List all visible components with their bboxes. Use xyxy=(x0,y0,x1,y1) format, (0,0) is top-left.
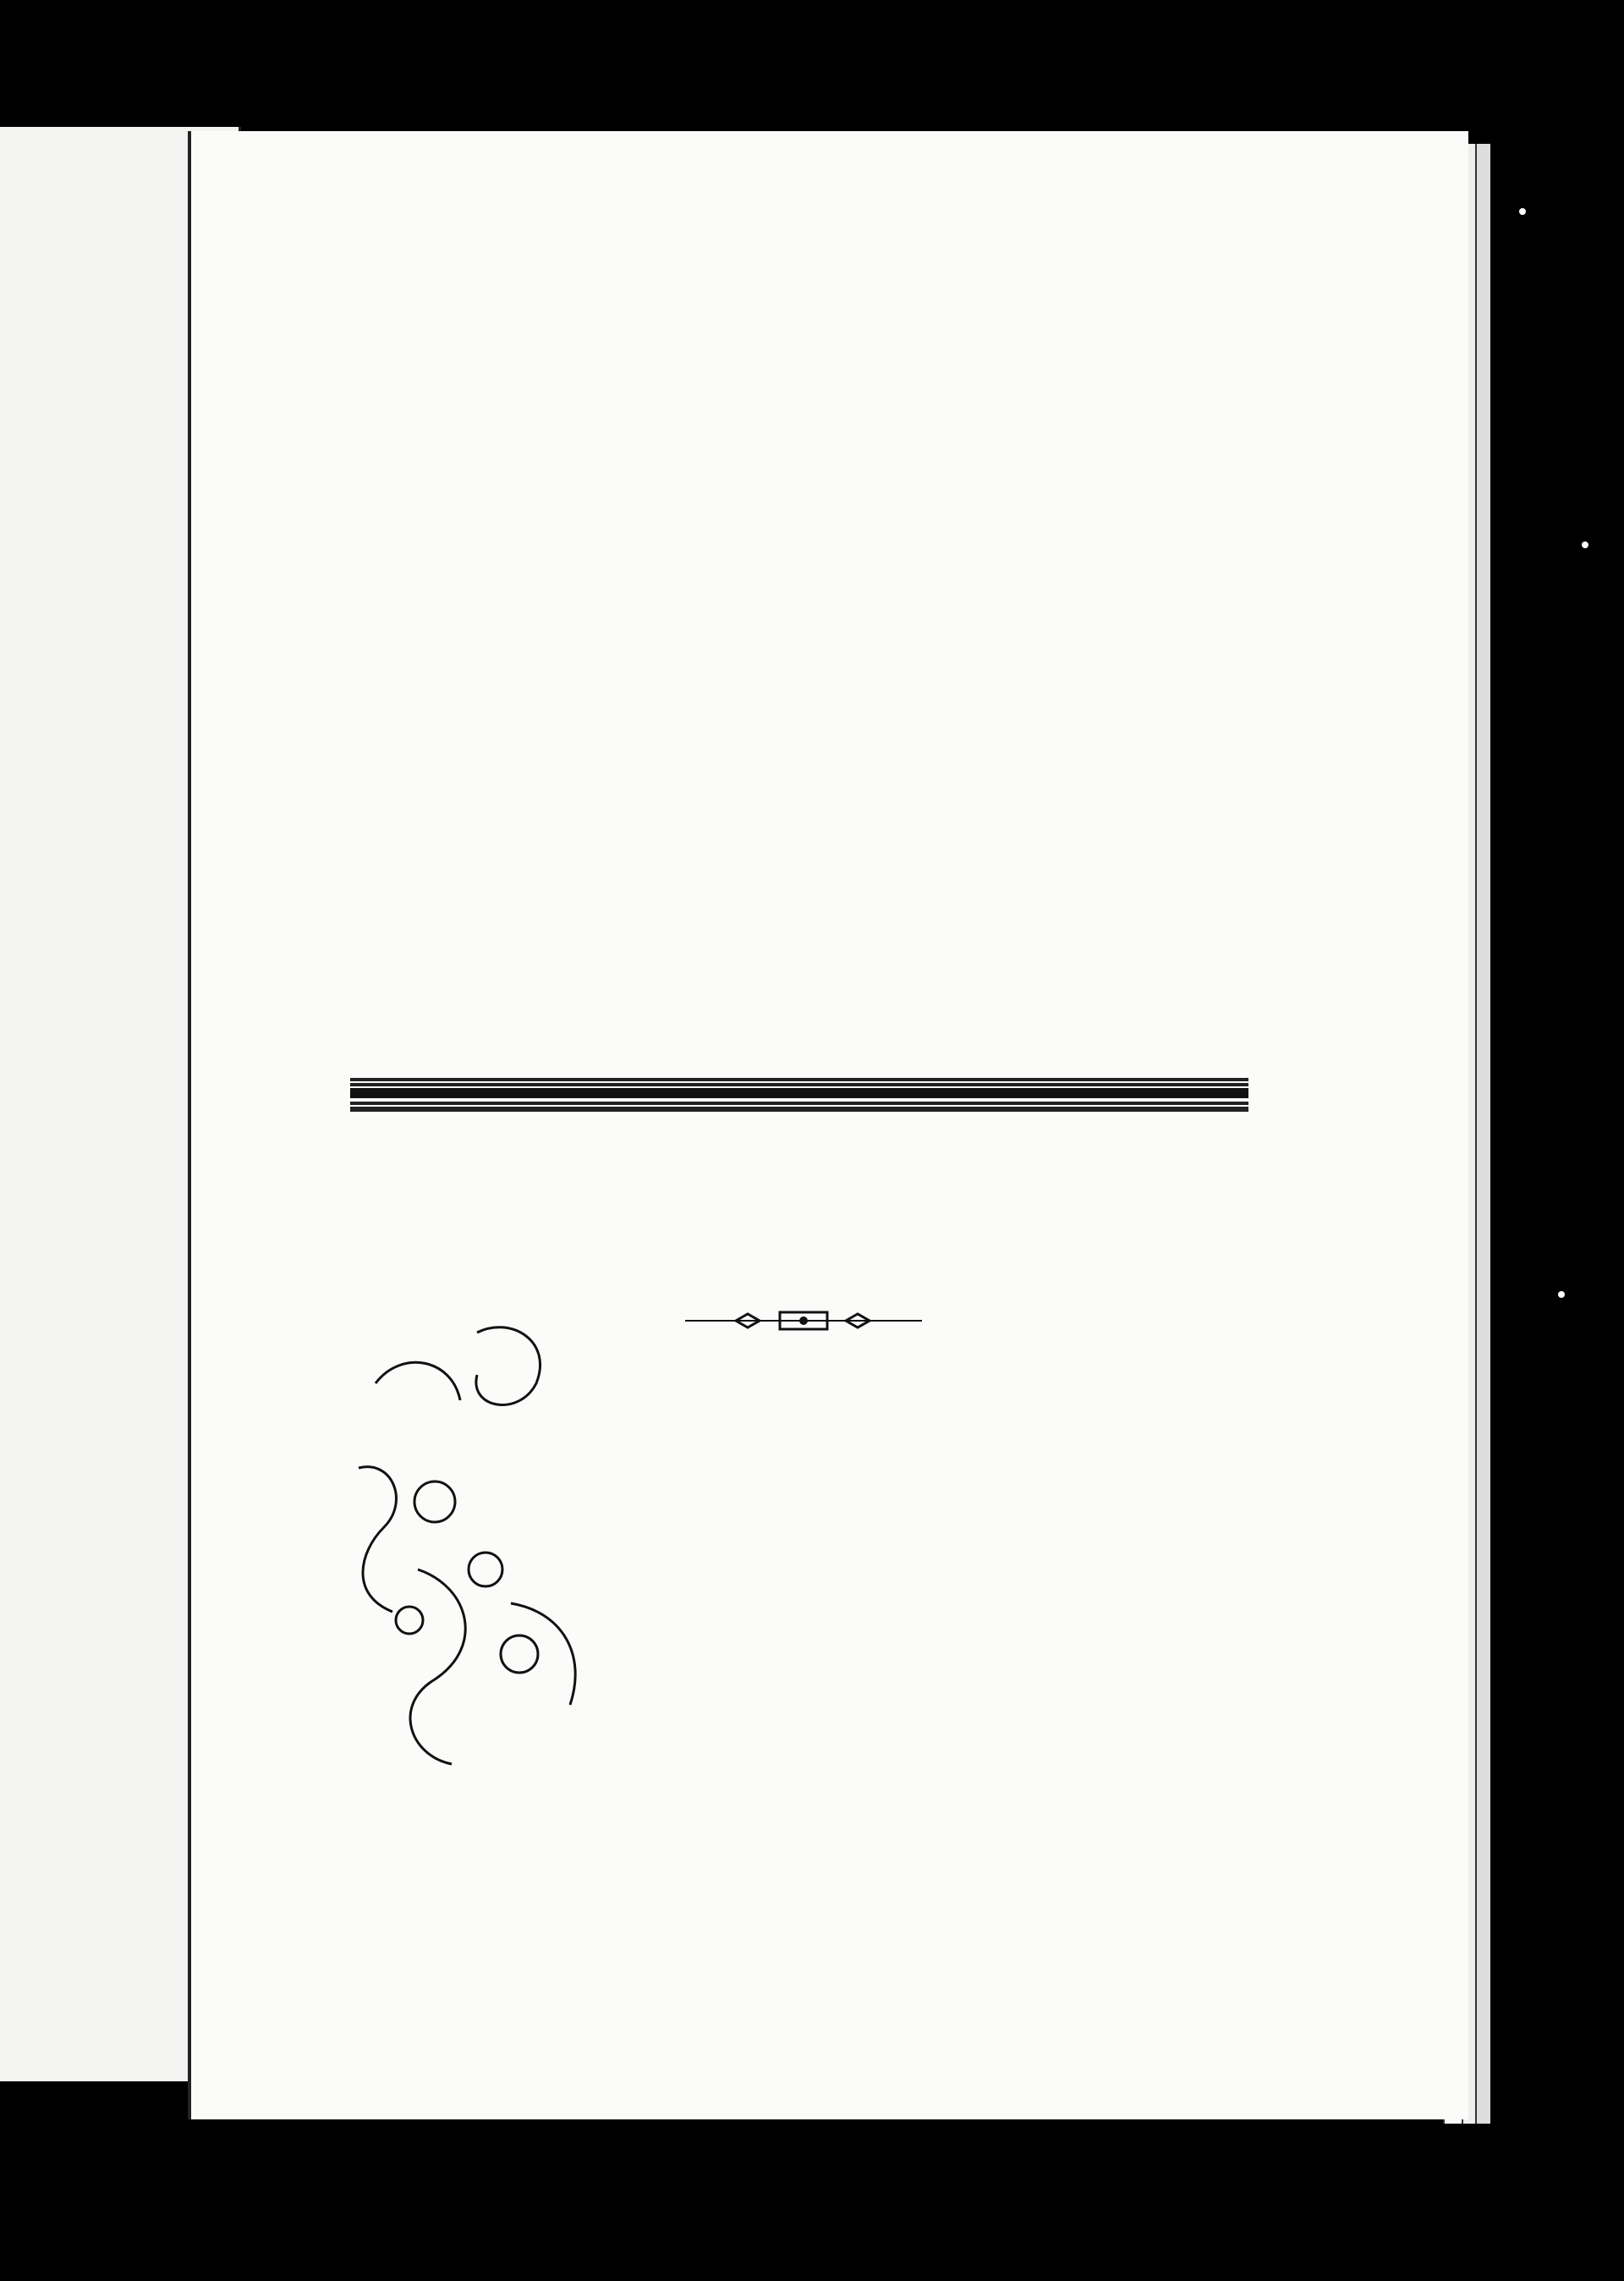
illuminated-drop-cap-icon xyxy=(342,1316,621,1798)
page-edge-3 xyxy=(1475,144,1490,2124)
speck xyxy=(1582,541,1588,548)
right-page xyxy=(188,131,1468,2119)
speck xyxy=(1558,1291,1565,1298)
speck xyxy=(1519,208,1526,215)
ornament-flourish-icon xyxy=(685,1300,922,1342)
ornamental-divider xyxy=(350,1076,1248,1115)
